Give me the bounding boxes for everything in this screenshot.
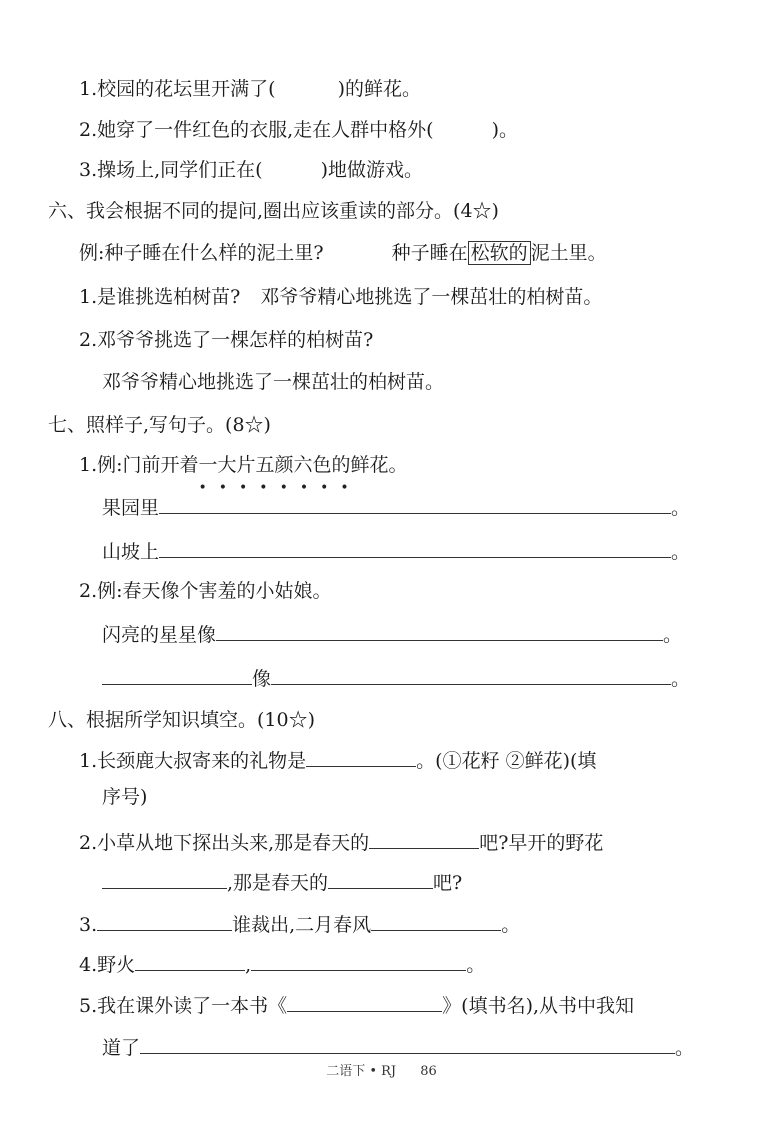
answer-blank[interactable] bbox=[271, 662, 671, 685]
section-6-item-2-question: 2.邓爷爷挑选了一棵怎样的柏树苗? bbox=[79, 329, 374, 351]
question-2: 2.她穿了一件红色的衣服,走在人群中格外( )。 bbox=[79, 119, 519, 141]
answer-blank[interactable] bbox=[102, 662, 252, 685]
section-8-item-1: 1.长颈鹿大叔寄来的礼物是 。(①花籽 ②鲜花)(填 bbox=[79, 744, 763, 774]
section-6-item-2-answer: 邓爷爷精心地挑选了一棵茁壮的柏树苗。 bbox=[102, 371, 445, 393]
section-7-line-4: 像 。 bbox=[102, 662, 763, 692]
section-6-title: 六、我会根据不同的提问,圈出应该重读的部分。(4☆) bbox=[48, 200, 499, 222]
section-7-line-2: 山坡上 。 bbox=[102, 535, 763, 565]
section-8-title: 八、根据所学知识填空。(10☆) bbox=[48, 709, 316, 731]
answer-blank[interactable] bbox=[216, 618, 663, 641]
answer-blank[interactable] bbox=[140, 1031, 675, 1054]
answer-blank[interactable] bbox=[159, 535, 671, 558]
answer-blank[interactable] bbox=[135, 948, 245, 971]
section-8-item-2-cont: ,那是春天的 吧? bbox=[102, 866, 763, 896]
section-8-item-4: 4.野火 , 。 bbox=[79, 948, 763, 978]
answer-blank[interactable] bbox=[306, 744, 416, 767]
question-1: 1.校园的花坛里开满了( )的鲜花。 bbox=[79, 78, 421, 100]
answer-blank[interactable] bbox=[371, 908, 501, 931]
answer-blank[interactable] bbox=[102, 866, 227, 889]
section-7-line-3: 闪亮的星星像 。 bbox=[102, 618, 763, 648]
answer-blank[interactable] bbox=[328, 866, 433, 889]
page-number: 86 bbox=[420, 1064, 437, 1079]
section-8-item-2: 2.小草从地下探出头来,那是春天的 吧?早开的野花 bbox=[79, 826, 763, 856]
section-7-line-1: 果园里 。 bbox=[102, 491, 763, 521]
answer-blank[interactable] bbox=[159, 491, 671, 514]
section-8-item-5-cont: 道了 。 bbox=[102, 1031, 763, 1061]
section-8-item-3: 3. 谁裁出,二月春风 。 bbox=[79, 908, 763, 938]
section-8-item-1-cont: 序号) bbox=[102, 786, 148, 808]
section-6-item-1: 1.是谁挑选柏树苗? 邓爷爷精心地挑选了一棵茁壮的柏树苗。 bbox=[79, 286, 603, 308]
section-8-item-5: 5.我在课外读了一本书《 》(填书名),从书中我知 bbox=[79, 989, 763, 1019]
answer-blank[interactable] bbox=[97, 908, 232, 931]
emphasis-dots: •••••••• bbox=[198, 480, 361, 496]
answer-blank[interactable] bbox=[287, 989, 442, 1012]
question-3: 3.操场上,同学们正在( )地做游戏。 bbox=[79, 159, 424, 181]
page-footer bbox=[0, 1060, 763, 1079]
emphasis-box: 松软的 bbox=[468, 241, 531, 265]
section-7-title: 七、照样子,写句子。(8☆) bbox=[48, 414, 271, 436]
answer-blank[interactable] bbox=[251, 948, 466, 971]
section-6-example: 例:种子睡在什么样的泥土里? 种子睡在 松软的 泥土里。 bbox=[79, 242, 607, 264]
answer-blank[interactable] bbox=[369, 826, 479, 849]
section-7-example-1: 1.例:门前开着一大片五颜六色 •••••••• 的鲜花。 bbox=[79, 450, 763, 480]
footer-label: 二语下 • RJ bbox=[326, 1064, 397, 1079]
section-7-example-2: 2.例:春天像个害羞的小姑娘。 bbox=[79, 580, 332, 602]
